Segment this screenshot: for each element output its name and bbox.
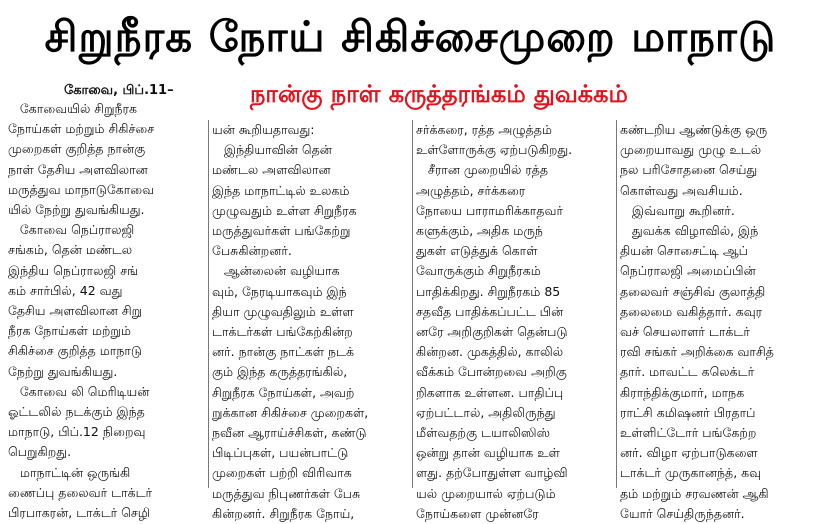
- article-column-2: யன் கூறியதாவது: இந்தியாவின் தென் மண்டல அளவிலான இந்த மாநாட்டில் உலகம் முழுவதும் உள்ள சிறுநீரக மருத்துவர்கள் பங்கேற்று பேசுகின்றனர். ஆன்லைன் வழியாக வும், நேரடியாகவும் இந் தியா முழுவதிலும் உள்ள டாக்டர்கள் பங்கேற்கின்ற னர். நான்கு நாட்கள் நடக் கும் இந்த கருத்தரங்கில், சிறுநீரக நோய்கள், அவற் றுக்கான சிகிச்சை முறைகள், நவீன ஆராய்ச்சிகள், கண்டு பிடிப்புகள், பயன்பாட்டு முறைகள் பற்றி விரிவாக மருத்துவ நிபுணர்கள் பேசு கின்றனர். சிறுநீரக நோய்,: [212, 122, 369, 521]
- article-column-1: கோவையில் சிறுநீரக நோய்கள் மற்றும் சிகிச்சை முறைகள் குறித்த நான்கு நாள் தேசிய அளவிலான மருத்துவ மாநாடுகோவை யில் நேற்று துவங்கியது. கோவை நெப்ராலஜி சங்கம், தென் மண்டல இந்திய நெப்ராலஜி சங் கம் சார்பில், 42 வது தேசிய அளவிலான சிறு நீரக நோய்கள் மற்றும் சிகிச்சை குறித்த மாநாடு நேற்று துவங்கியது. கோவை லி மெரிடியன் ஓட்டலில் நடக்கும் இந்த மாநாடு, பிப்.12 நிறைவு பெறுகிறது. மாநாட்டின் ஒருங்கி ணைப்பு தலைவர் டாக்டர் பிரபாகரன், டாக்டர் செழி: [8, 101, 155, 521]
- column-divider: [616, 120, 617, 488]
- dateline: கோவை, பிப்.11–: [64, 83, 174, 98]
- column-divider: [208, 120, 209, 488]
- article-column-3: சர்க்கரை, ரத்த அழுத்தம் உள்ளோருக்கு ஏற்படுகிறது. சீரான முறையில் ரத்த அழுத்தம், சர்க்கரை நோயை பாராமரிக்காதவர் களுக்கும், அதிக மருந் துகள் எடுத்துக் கொள் வோருக்கும் சிறுநீரகம் பாதிக்கிறது. சிறுநீரகம் 85 சதவீத பாதிக்கப்பட்ட பின் னரே அறிகுறிகள் தென்படு கின்றன. முகத்தில், காலில் வீக்கம் போன்றவை அறிகு றிகளாக உள்ளன. பாதிப்பு ஏற்பட்டால், அதிலிருந்து மீள்வதற்கு டயாலிஸிஸ் ஒன்று தான் வழியாக உள் ளது. தற்போதுள்ள வாழ்வி யல் முறையால் ஏற்படும் நோய்களை முன்னரே: [416, 122, 573, 521]
- column-divider: [412, 120, 413, 488]
- subheadline: நான்கு நாள் கருத்தரங்கம் துவக்கம்: [250, 80, 628, 108]
- headline: சிறுநீரக நோய் சிகிச்சைமுறை மாநாடு: [44, 12, 777, 61]
- article-column-4: கண்டறிய ஆண்டுக்கு ஒரு முறையாவது முழு உடல் நல பரிசோதனை செய்து கொள்வது அவசியம். இவ்வாறு கூறினர். துவக்க விழாவில், இந் தியன் சொசைட்டி ஆப் நெப்ராலஜி அமைப்பின் தலைவர் சஞ்சிவ் குலாத்தி தலைமை வகித்தார். கவுர வச் செயலாளர் டாக்டர் ரவி சங்கர் அறிக்கை வாசித் தார். மாவட்ட கலெக்டர் கிராந்திக்குமார், மாநக ராட்சி கமிஷனர் பிரதாப் உள்ளிட்டோர் பங்கேற்ற னர். விழா ஏற்பாடுகளை டாக்டர் முருகானந்த், கவு தம் மற்றும் சரவணன் ஆகி யோர் செய்திருந்தனர்.: [620, 122, 774, 521]
